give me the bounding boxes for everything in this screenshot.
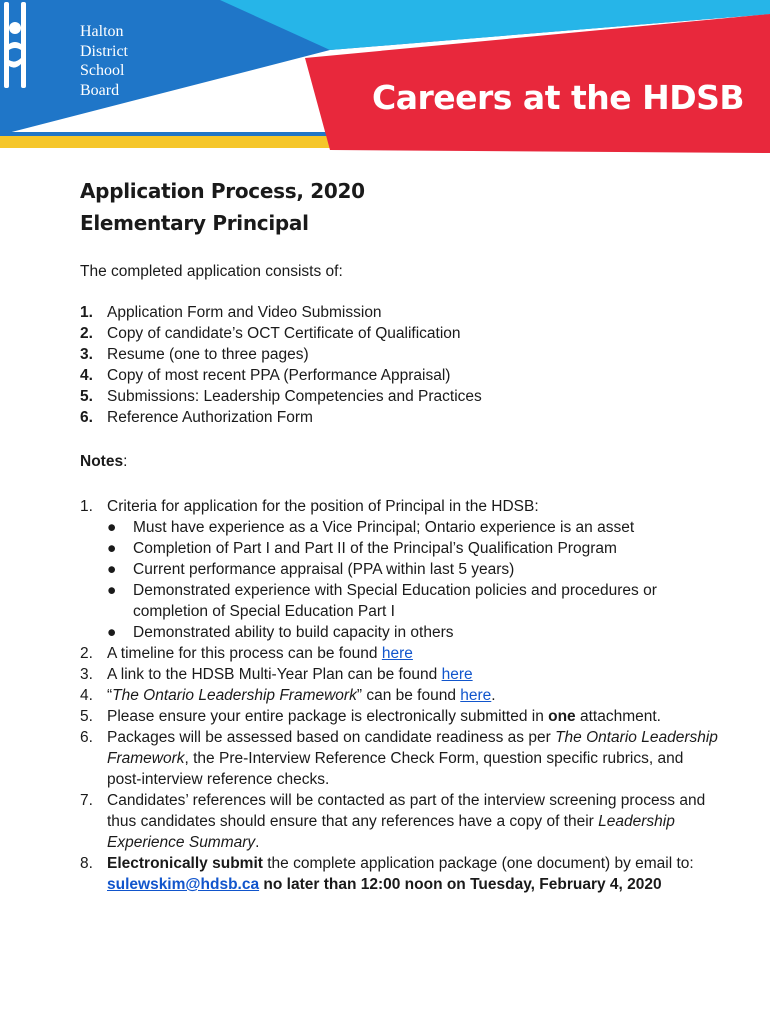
- bullet-dot-icon: ●: [107, 519, 117, 536]
- note-text: can be found: [362, 687, 461, 704]
- banner-blue-edge: [0, 132, 330, 136]
- framework-link[interactable]: here: [460, 687, 492, 704]
- logo-line-school: School: [80, 62, 125, 79]
- note-italic: Leadership Experience Summary: [107, 813, 675, 851]
- logo-line-district: District: [80, 42, 128, 60]
- note-item-6: [80, 727, 720, 790]
- note-text-end: attachment.: [575, 708, 661, 725]
- item-number: 1.: [80, 304, 93, 321]
- note-bold: Electronically submit: [107, 855, 263, 872]
- note-item-3: [80, 664, 720, 685]
- bullet-dot-icon: ●: [107, 582, 117, 599]
- note-item-1: [80, 496, 720, 643]
- note-number: 5.: [80, 708, 93, 725]
- note-text: Packages will be assessed based on candidate readiness as per: [107, 729, 556, 746]
- bullet-text: Current performance appraisal (PPA within last 5 years): [133, 561, 515, 578]
- bullet-text: Demonstrated experience with Special Education policies and procedures or completion of Special Education Part I: [133, 582, 657, 620]
- note-text: A link to the HDSB Multi-Year Plan can be found: [107, 666, 442, 683]
- logo-wordmark: [80, 22, 128, 100]
- bullet-item: [107, 559, 720, 580]
- framework-title: The Ontario Leadership Framework: [112, 687, 357, 704]
- list-item: [80, 365, 720, 386]
- quote-close: ”: [356, 687, 363, 704]
- bullet-text: Must have experience as a Vice Principal; Ontario experience is an asset: [133, 519, 635, 536]
- item-number: 4.: [80, 367, 93, 384]
- title-line-2: Elementary Principal: [80, 211, 309, 235]
- title-line-1: Application Process, 2020: [80, 179, 365, 203]
- email-link[interactable]: sulewskim@hdsb.ca: [107, 876, 260, 893]
- notes-heading: [80, 451, 720, 472]
- item-number: 3.: [80, 346, 93, 363]
- logo-line-halton: Halton: [80, 23, 124, 40]
- document-body: [80, 175, 720, 895]
- note-text-end: , the Pre-Interview Reference Check Form, question specific rubrics, and post-interview reference checks.: [107, 750, 684, 788]
- note-text: A timeline for this process can be found: [107, 645, 382, 662]
- bullet-text: Demonstrated ability to build capacity in others: [133, 624, 454, 641]
- bullet-item: [107, 622, 720, 643]
- multi-year-plan-link[interactable]: here: [441, 666, 473, 683]
- header-banner: [0, 0, 770, 160]
- notes-colon: :: [123, 453, 128, 470]
- note-text: Please ensure your entire package is electronically submitted in: [107, 708, 549, 725]
- bullet-item: [107, 580, 720, 622]
- application-list: [80, 302, 720, 428]
- item-text: Application Form and Video Submission: [107, 304, 382, 321]
- bullet-item: [107, 538, 720, 559]
- list-item: [80, 407, 720, 428]
- criteria-bullets: [107, 517, 720, 643]
- item-text: Copy of most recent PPA (Performance Appraisal): [107, 367, 451, 384]
- note-number: 3.: [80, 666, 93, 683]
- logo-line-board: Board: [80, 81, 120, 99]
- note-text: Criteria for application for the position of Principal in the HDSB:: [107, 498, 539, 515]
- item-number: 2.: [80, 325, 93, 342]
- note-number: 7.: [80, 792, 93, 809]
- note-text-end: .: [255, 834, 260, 851]
- list-item: [80, 323, 720, 344]
- note-end: .: [491, 687, 496, 704]
- timeline-link[interactable]: here: [381, 645, 413, 662]
- notes-list: [80, 496, 720, 895]
- note-text: the complete application package (one document) by email to:: [262, 855, 694, 872]
- item-text: Submissions: Leadership Competencies and Practices: [107, 388, 482, 405]
- note-number: 4.: [80, 687, 93, 704]
- list-item: [80, 344, 720, 365]
- note-item-2: [80, 643, 720, 664]
- note-text: Candidates’ references will be contacted as part of the interview screening process and thus candidates should ensure that any references have a copy of their: [107, 792, 706, 830]
- note-item-4: [80, 685, 720, 706]
- bullet-dot-icon: ●: [107, 561, 117, 578]
- bullet-dot-icon: ●: [107, 624, 117, 641]
- note-item-7: [80, 790, 720, 853]
- note-item-8: [80, 853, 720, 895]
- bullet-item: [107, 517, 720, 538]
- item-text: Resume (one to three pages): [107, 346, 309, 363]
- note-number: 2.: [80, 645, 93, 662]
- note-italic: The Ontario Leadership Framework: [107, 729, 718, 767]
- deadline-text: no later than 12:00 noon on Tuesday, February 4, 2020: [259, 876, 662, 893]
- bullet-dot-icon: ●: [107, 540, 117, 557]
- list-item: [80, 302, 720, 323]
- intro-text: The completed application consists of:: [80, 263, 343, 280]
- note-item-5: [80, 706, 720, 727]
- banner-title: Careers at the HDSB: [372, 78, 745, 117]
- item-number: 6.: [80, 409, 93, 426]
- hdsb-figure-icon: [0, 0, 30, 92]
- note-number: 6.: [80, 729, 93, 746]
- quote-open: “: [107, 687, 113, 704]
- note-number: 8.: [80, 855, 93, 872]
- bullet-text: Completion of Part I and Part II of the Principal’s Qualification Program: [133, 540, 617, 557]
- item-text: Copy of candidate’s OCT Certificate of Qualification: [107, 325, 461, 342]
- note-bold: one: [548, 708, 576, 725]
- item-text: Reference Authorization Form: [107, 409, 313, 426]
- page-title: [80, 175, 720, 239]
- note-number: 1.: [80, 498, 93, 515]
- list-item: [80, 386, 720, 407]
- item-number: 5.: [80, 388, 93, 405]
- notes-label: Notes: [80, 453, 124, 470]
